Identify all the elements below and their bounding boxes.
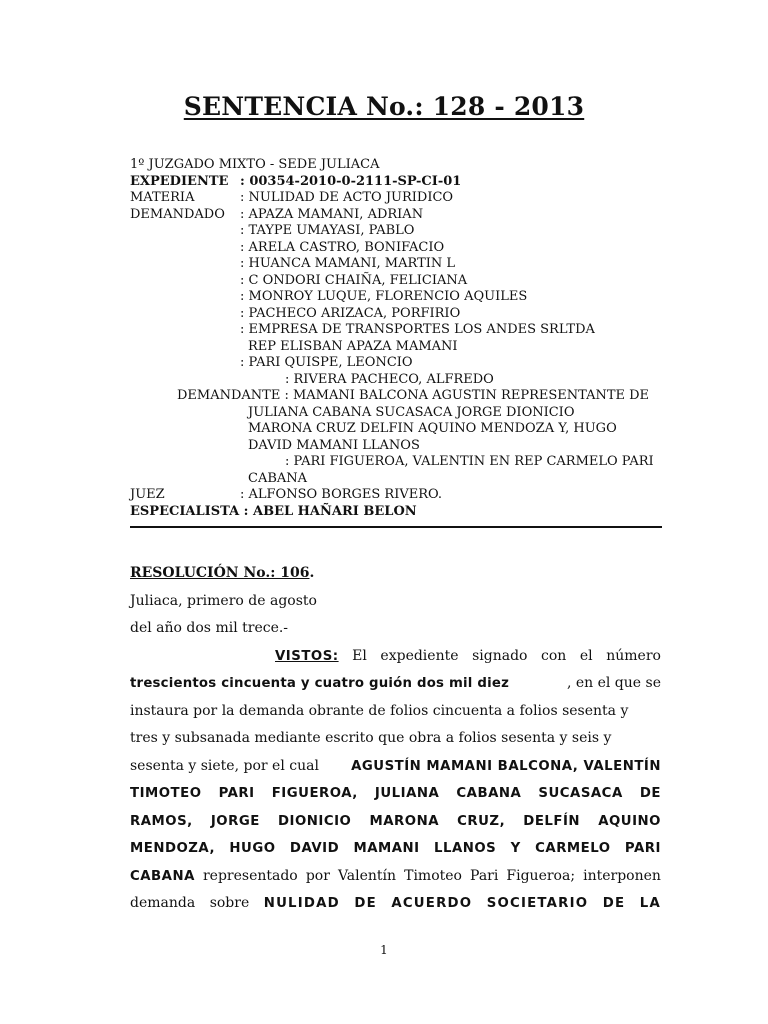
paragraph-line: TIMOTEO PARI FIGUEROA, JULIANA CABANA SUCASACA DE (130, 786, 661, 801)
year-text: del año dos mil trece.- (130, 620, 289, 636)
demandado-item: : MONROY LUQUE, FLORENCIO AQUILES (240, 289, 528, 304)
demandado-item: REP ELISBAN APAZA MAMANI (248, 338, 458, 354)
demandante-line: DEMANDANTE : MAMANI BALCONA AGUSTIN REPRESENTANTE DE (177, 388, 650, 403)
demandado-item: : C ONDORI CHAIÑA, FELICIANA (240, 272, 468, 288)
demandado-item: : HUANCA MAMANI, MARTIN L (240, 256, 456, 271)
document-title: SENTENCIA No.: 128 - 2013 (183, 92, 585, 121)
resolucion-heading: RESOLUCIÓN No.: 106. (130, 565, 315, 581)
demandante-item: MARONA CRUZ DELFIN AQUINO MENDOZA Y, HUGO (248, 421, 617, 436)
demandado-item: : TAYPE UMAYASI, PABLO (240, 223, 415, 238)
materia-line: MATERIA : NULIDAD DE ACTO JURIDICO (130, 190, 454, 205)
vistos-line: VISTOS: El expediente signado con el número (275, 647, 661, 664)
demandado-item: : PARI QUISPE, LEONCIO (240, 355, 413, 370)
paragraph-line: demanda sobre NULIDAD DE ACUERDO SOCIETARIO DE LA (130, 895, 661, 911)
case-header (130, 157, 670, 520)
header-divider (130, 526, 662, 528)
especialista-line: ESPECIALISTA : ABEL HAÑARI BELON (130, 503, 417, 519)
paragraph-line: instaura por la demanda obrante de folios cincuenta a folios sesenta y (130, 702, 629, 719)
demandante-item: CABANA (248, 470, 308, 486)
demandado-line: DEMANDADO : APAZA MAMANI, ADRIAN (130, 206, 424, 222)
demandado-item: : PACHECO ARIZACA, PORFIRIO (240, 305, 461, 321)
juez-line: JUEZ : ALFONSO BORGES RIVERO. (130, 487, 443, 502)
page-number: 1 (380, 943, 388, 957)
expediente-line: EXPEDIENTE : 00354-2010-0-2111-SP-CI-01 (130, 173, 462, 189)
demandado-item: : EMPRESA DE TRANSPORTES LOS ANDES SRLTDA (240, 322, 595, 337)
demandante-item: : PARI FIGUEROA, VALENTIN EN REP CARMELO PARI (285, 454, 654, 469)
place-date: Juliaca, primero de agosto (130, 592, 317, 609)
resolution-body (130, 560, 661, 918)
paragraph-line: MENDOZA, HUGO DAVID MAMANI LLANOS Y CARMELO PARI (130, 841, 661, 856)
paragraph-line: CABANA representado por Valentín Timoteo Pari Figueroa; interponen (130, 867, 661, 884)
demandante-item: JULIANA CABANA SUCASACA JORGE DIONICIO (248, 404, 575, 420)
paragraph-line: trescientos cincuenta y cuatro guión dos mil diez , en el que se (130, 675, 661, 691)
demandante-item: DAVID MAMANI LLANOS (248, 437, 420, 453)
paragraph-line: tres y subsanada mediante escrito que obra a folios sesenta y seis y (130, 730, 612, 746)
paragraph-line: RAMOS, JORGE DIONICIO MARONA CRUZ, DELFÍN AQUINO (130, 813, 661, 829)
demandado-item: : RIVERA PACHECO, ALFREDO (285, 371, 494, 387)
paragraph-line: sesenta y siete, por el cual AGUSTÍN MAMANI BALCONA, VALENTÍN (130, 757, 661, 774)
court-line: 1º JUZGADO MIXTO - SEDE JULIACA (130, 157, 380, 172)
demandado-item: : ARELA CASTRO, BONIFACIO (240, 239, 445, 255)
